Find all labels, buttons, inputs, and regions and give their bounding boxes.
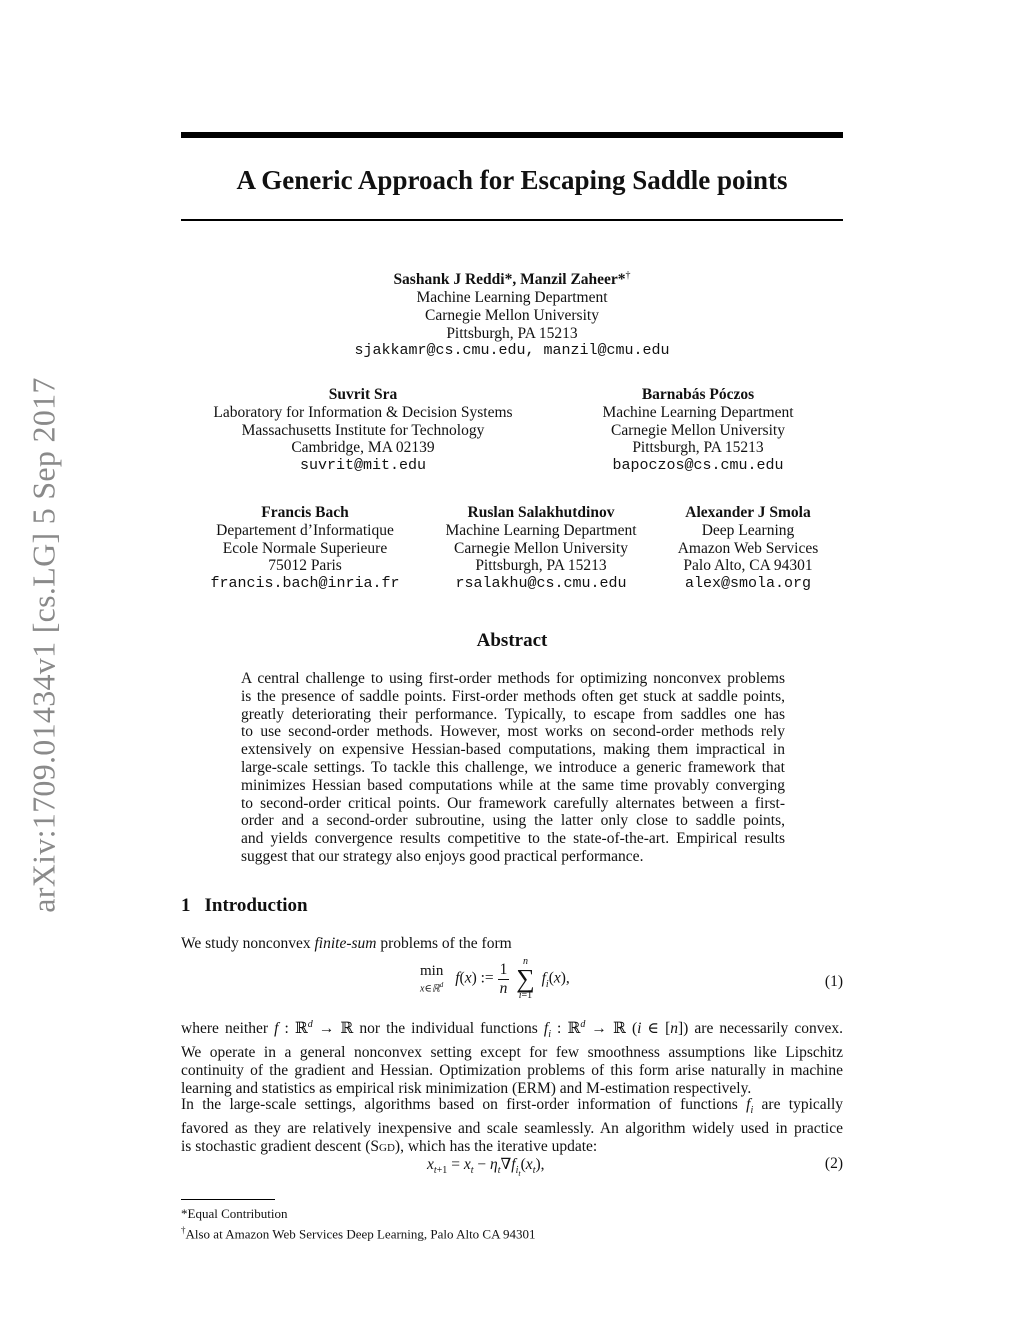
abstract-body	[241, 670, 785, 866]
abstract-line: large-scale settings. To tackle this challenge, we introduce a generic framework that	[241, 758, 785, 776]
author-name: Suvrit Sra	[328, 386, 398, 403]
body-line: We operate in a general nonconvex setting except for few smoothness assumptions like Lipschitz	[181, 1044, 843, 1062]
author-univ: Massachusetts Institute for Technology	[241, 421, 485, 439]
footnote-equal-contribution: *Equal Contribution	[181, 1206, 288, 1221]
author-email: sjakkamr@cs.cmu.edu, manzil@cmu.edu	[354, 342, 670, 360]
author-city: 75012 Paris	[268, 557, 342, 575]
section-number: 1	[181, 895, 191, 916]
author-univ: Ecole Normale Superieure	[222, 539, 388, 557]
author-city: Cambridge, MA 02139	[291, 439, 435, 457]
equation-2-number: (2)	[824, 1155, 843, 1172]
body-line: learning and statistics as empirical risk minimization (ERM) and M-estimation respectively.	[181, 1079, 752, 1097]
author-block-salakhutdinov	[426, 504, 656, 593]
author-city: Pittsburgh, PA 15213	[446, 324, 578, 342]
dagger-mark: †	[625, 270, 631, 281]
author-block-sra	[193, 386, 533, 475]
dagger-mark: †	[181, 1225, 186, 1235]
author-dept: Departement d’Informatique	[216, 521, 394, 539]
author-email: alex@smola.org	[684, 575, 812, 593]
abstract-line: is the presence of saddle points. First-order methods often get stuck at saddle points,	[241, 687, 785, 705]
author-block-reddi-zaheer	[262, 267, 762, 360]
author-names: Sashank J Reddi*, Manzil Zaheer*	[393, 271, 626, 289]
equation-1: min x∈ℝ$^d$ f(x) := $\frac{1}{n}$ n ∑ i=1 $f_i(x)$,	[420, 956, 570, 1001]
author-univ: Carnegie Mellon University	[611, 421, 785, 439]
author-email: suvrit@mit.edu	[299, 457, 427, 475]
section-title: Introduction	[204, 895, 308, 916]
abstract-line: suggest that our strategy also enjoys good practical performance.	[241, 847, 644, 865]
abstract-line: to use second-order methods. However, most works on second-order methods rely	[241, 723, 785, 741]
title-top-rule	[181, 132, 843, 138]
footnote-amazon: †Also at Amazon Web Services Deep Learning, Palo Alto CA 94301	[181, 1225, 536, 1242]
sgd-smallcaps: gd	[379, 1137, 395, 1155]
author-block-bach	[190, 504, 420, 593]
author-name: Francis Bach	[261, 504, 349, 521]
abstract-line: and yields convergence results competitive to the state-of-the-art. Empirical results	[241, 830, 785, 848]
footnote-rule	[181, 1199, 275, 1200]
abstract-line: order and a second-order subroutine, using the latter only close to saddle points,	[241, 812, 785, 830]
intro-paragraph-1: We study nonconvex finite-sum problems of the form	[181, 935, 512, 952]
emphasis-finite-sum: finite-sum	[314, 935, 377, 952]
intro-paragraph-2: where neither f : ℝ$^d$ → ℝ nor the individual functions $f_i$ : ℝ$^d$ → ℝ (i ∈ [n]) are necessarily convex. We operate in a general nonconvex setting except for few smoothness assumptions like Lipschitz continuity of the gradient and Hessian. Optimization problems of this form arise naturally in machine learning and statistics as empirical risk minimization (ERM) and M-estimation respectively.	[181, 1019, 843, 1097]
arxiv-identifier: arXiv:1709.01434v1 [cs.LG] 5 Sep 2017	[25, 377, 62, 913]
body-line: continuity of the gradient and Hessian. Optimization problems of this form arise naturally in machine	[181, 1061, 843, 1079]
paper-title: A Generic Approach for Escaping Saddle points	[236, 165, 788, 195]
abstract-line: to second-order critical points. Our framework carefully alternates between a first-	[241, 794, 785, 812]
abstract-line: minimizes Hessian based computations while at the same time provably converging	[241, 776, 785, 794]
author-block-poczos	[573, 386, 823, 475]
author-name: Alexander J Smola	[685, 504, 811, 521]
author-dept: Machine Learning Department	[602, 403, 794, 421]
author-dept: Deep Learning	[701, 521, 795, 539]
author-city: Pittsburgh, PA 15213	[632, 439, 764, 457]
author-dept: Machine Learning Department	[416, 288, 608, 306]
abstract-line: A central challenge to using first-order methods for optimizing nonconvex problems	[241, 670, 785, 687]
section-heading-introduction	[181, 895, 308, 917]
title-bottom-rule	[181, 219, 843, 221]
equation-1-number: (1)	[824, 973, 843, 990]
author-name: Barnabás Póczos	[641, 386, 755, 403]
author-name: Ruslan Salakhutdinov	[467, 504, 615, 521]
author-email: bapoczos@cs.cmu.edu	[612, 457, 784, 475]
author-univ: Carnegie Mellon University	[425, 306, 599, 324]
body-line: favored as they are relatively inexpensive and scale seamlessly. An algorithm widely used in practice	[181, 1119, 843, 1137]
author-dept: Machine Learning Department	[445, 521, 637, 539]
abstract-heading: Abstract	[476, 630, 548, 651]
author-dept: Laboratory for Information & Decision Systems	[213, 403, 513, 421]
author-univ: Carnegie Mellon University	[454, 539, 628, 557]
intro-paragraph-3: In the large-scale settings, algorithms based on first-order information of functions $f_i$ are typically favored as they are relatively inexpensive and scale seamlessly. An algorithm widely used in practice is stochastic gradient descent (Sgd), which has the iterative update:	[181, 1096, 844, 1155]
author-block-smola	[648, 504, 848, 593]
equation-2: $x_{t+1} = x_t - \eta_t\nabla f_{i_t}(x_t)$,	[427, 1156, 545, 1179]
author-email: francis.bach@inria.fr	[210, 575, 400, 593]
author-univ: Amazon Web Services	[677, 539, 819, 557]
abstract-line: greatly deteriorating their performance. Typically, to escape from saddles one has	[241, 705, 785, 723]
author-city: Pittsburgh, PA 15213	[475, 557, 607, 575]
author-city: Palo Alto, CA 94301	[683, 557, 813, 575]
abstract-line: extensively on expensive Hessian-based computations, making them impractical in	[241, 741, 785, 759]
author-email: rsalakhu@cs.cmu.edu	[455, 575, 627, 593]
